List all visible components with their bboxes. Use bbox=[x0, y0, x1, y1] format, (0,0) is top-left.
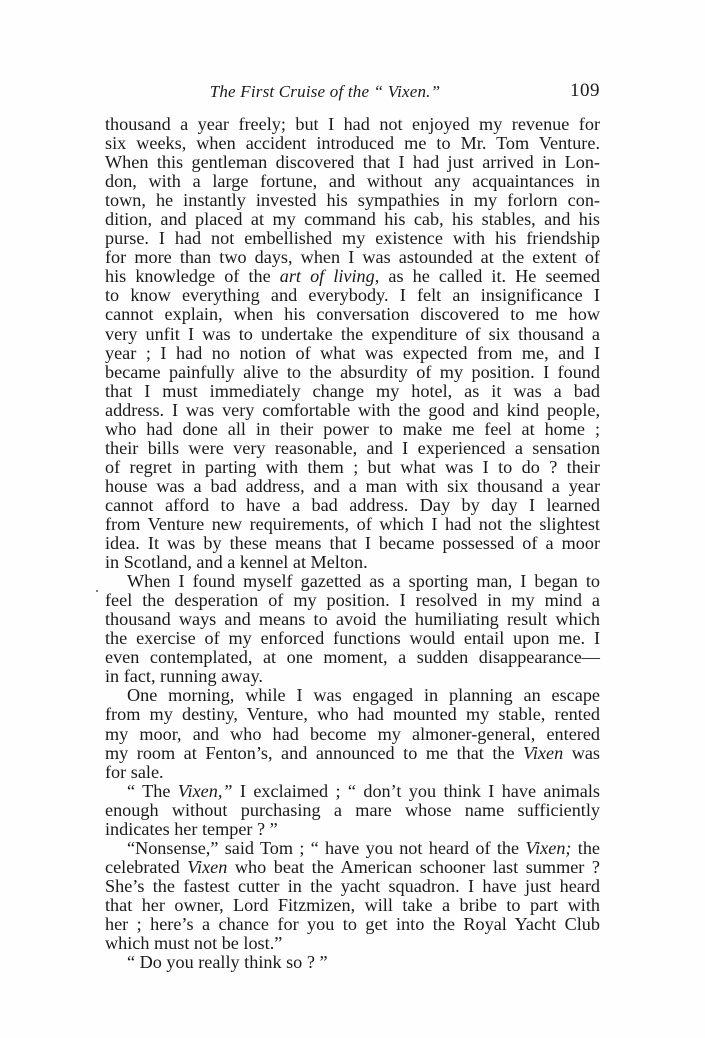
text-line: in fact, running away. bbox=[105, 666, 263, 687]
page-number: 109 bbox=[570, 80, 600, 101]
text-line: thousand a year freely; but I had not enjoyed my revenue for bbox=[105, 114, 600, 134]
italic-text: Vixen,” bbox=[177, 780, 233, 801]
text-line: who had done all in their power to make me feel at home ; bbox=[105, 418, 600, 439]
text-line: the exercise of my enforced functions would entail upon me. I bbox=[105, 628, 600, 649]
text-line: her ; here’s a chance for you to get into the Royal Yacht Club bbox=[105, 913, 600, 934]
text-line: year ; I had no notion of what was expected from me, and I bbox=[105, 342, 600, 363]
paragraph bbox=[105, 953, 600, 972]
text-line: feel the desperation of my position. I resolved in my mind a bbox=[105, 590, 600, 611]
text-line: address. I was very comfortable with the good and kind people, bbox=[105, 399, 600, 420]
paragraph bbox=[105, 572, 600, 686]
text-line: When I found myself gazetted as a sporting man, I began to bbox=[127, 571, 600, 592]
text-line: that her owner, Lord Fitzmizen, will take a bribe to part with bbox=[105, 894, 600, 915]
text-line: became painfully alive to the absurdity of my position. I found bbox=[105, 361, 600, 382]
text-line: my moor, and who had become my almoner-general, entered bbox=[105, 723, 600, 744]
text-line: She’s the fastest cutter in the yacht squadron. I have just heard bbox=[105, 875, 600, 896]
italic-text: Vixen; bbox=[525, 837, 572, 858]
text-line: purse. I had not embellished my existence with his friendship bbox=[105, 228, 600, 249]
text-line: idea. It was by these means that I became possessed of a moor bbox=[105, 533, 600, 554]
paragraph bbox=[105, 686, 600, 781]
running-head bbox=[105, 80, 600, 104]
text-line: When this gentleman discovered that I had just arrived in Lon- bbox=[105, 152, 600, 173]
text-line: indicates her temper ? ” bbox=[105, 818, 278, 839]
italic-text: Vixen bbox=[523, 742, 564, 763]
text-line: dition, and placed at my command his cab, his stables, and his bbox=[105, 209, 600, 230]
text-line: his knowledge of the art of living, as he called it. He seemed bbox=[105, 266, 600, 287]
text-line: in Scotland, and a kennel at Melton. bbox=[105, 552, 368, 573]
text-line: for more than two days, when I was astounded at the extent of bbox=[105, 247, 600, 268]
italic-text: art of living bbox=[279, 266, 375, 287]
text-line: town, he instantly invested his sympathies in my forlorn con- bbox=[105, 190, 600, 211]
text-line: their bills were very reasonable, and I experienced a sensation bbox=[105, 437, 600, 458]
scan-artifact-dot bbox=[96, 590, 98, 592]
text-line: six weeks, when accident introduced me to Mr. Tom Venture. bbox=[105, 133, 600, 154]
text-line: One morning, while I was engaged in planning an escape bbox=[127, 685, 600, 706]
text-line: from my destiny, Venture, who had mounted my stable, rented bbox=[105, 704, 600, 725]
running-title: The First Cruise of the “ Vixen.” bbox=[209, 82, 441, 101]
text-line: from Venture new requirements, of which I had not the slightest bbox=[105, 513, 600, 534]
text-line: “ The Vixen,” I exclaimed ; “ don’t you think I have animals bbox=[127, 780, 600, 801]
text-line: that I must immediately change my hotel, as it was a bad bbox=[105, 380, 600, 401]
text-line: my room at Fenton’s, and announced to me that the Vixen was bbox=[105, 742, 600, 763]
text-line: house was a bad address, and a man with six thousand a year bbox=[105, 475, 600, 496]
text-line: cannot afford to have a bad address. Day by day I learned bbox=[105, 494, 600, 515]
paragraph bbox=[105, 115, 600, 572]
body-text bbox=[105, 115, 600, 972]
text-line: for sale. bbox=[105, 761, 164, 782]
text-line: thousand ways and means to avoid the humiliating result which bbox=[105, 609, 600, 630]
text-line: which must not be lost.” bbox=[105, 933, 283, 954]
text-line: “Nonsense,” said Tom ; “ have you not heard of the Vixen; the bbox=[127, 837, 600, 858]
paragraph bbox=[105, 839, 600, 953]
text-line: celebrated Vixen who beat the American schooner last summer ? bbox=[105, 856, 600, 877]
italic-text: Vixen bbox=[187, 856, 228, 877]
text-line: cannot explain, when his conversation discovered to me how bbox=[105, 304, 600, 325]
text-line: even contemplated, at one moment, a sudden disappearance— bbox=[105, 647, 600, 668]
text-line: “ Do you really think so ? ” bbox=[127, 952, 328, 973]
text-line: don, with a large fortune, and without any acquaintances in bbox=[105, 171, 600, 192]
text-line: of regret in parting with them ; but what was I to do ? their bbox=[105, 456, 600, 477]
text-line: to know everything and everybody. I felt an insignificance I bbox=[105, 285, 600, 306]
text-line: very unfit I was to undertake the expenditure of six thousand a bbox=[105, 323, 600, 344]
paragraph bbox=[105, 782, 600, 839]
text-line: enough without purchasing a mare whose name sufficiently bbox=[105, 799, 600, 820]
